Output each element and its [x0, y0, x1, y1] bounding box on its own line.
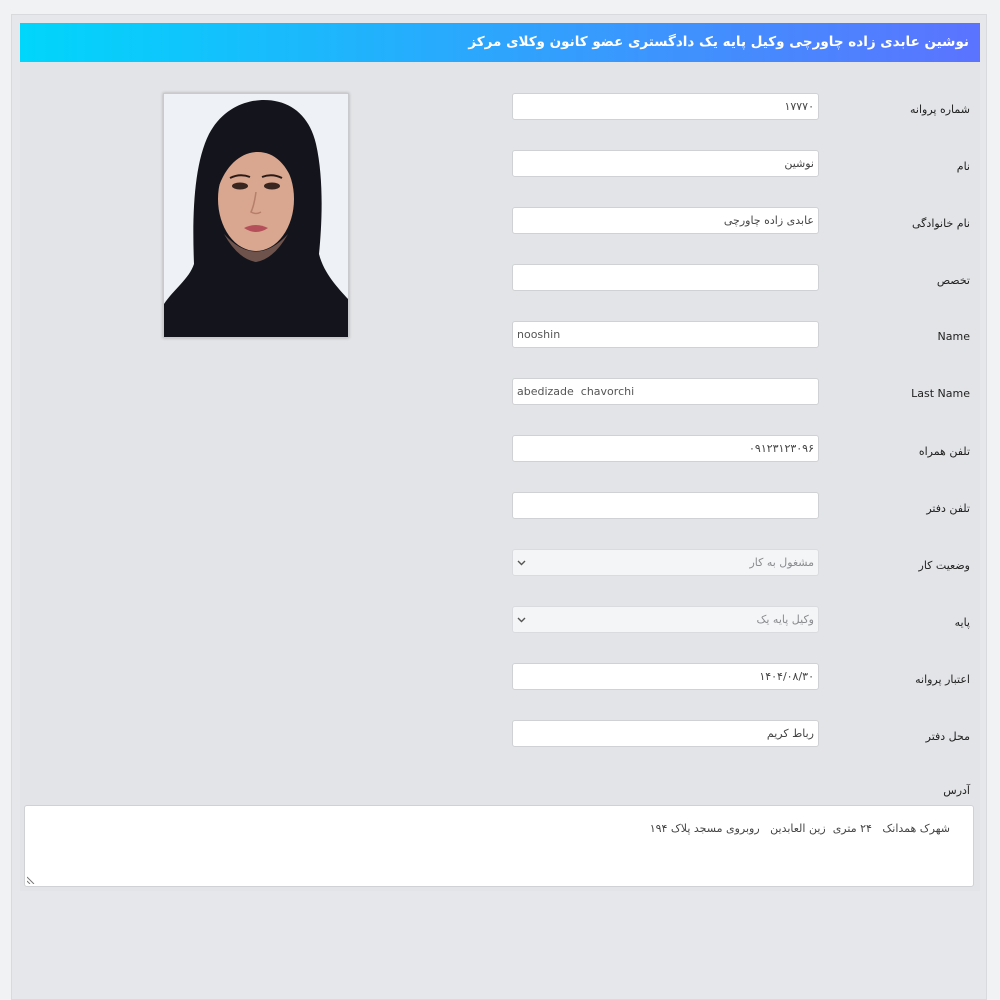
work-status-label: وضعیت کار [918, 559, 970, 572]
last-name-en-field[interactable] [512, 378, 819, 405]
portrait-image [164, 94, 348, 337]
address-label: آدرس [943, 784, 970, 797]
last-name-label: نام خانوادگی [912, 217, 970, 230]
chevron-down-icon [517, 558, 526, 567]
license-validity-field[interactable] [512, 663, 819, 690]
specialty-field[interactable] [512, 264, 819, 291]
license-number-label: شماره پروانه [910, 103, 970, 116]
grade-value: وکیل پایه یک [756, 613, 814, 626]
office-phone-label: تلفن دفتر [926, 502, 970, 515]
address-textarea[interactable] [24, 805, 974, 887]
grade-label: پایه [954, 616, 970, 629]
page-container [11, 14, 987, 1000]
last-name-en-label: Last Name [911, 387, 970, 400]
page-title: نوشین عابدی زاده چاورچی وکیل پایه یک دادگستری عضو کانون وکلای مرکز [20, 23, 980, 62]
address-text: شهرک همدانک ۲۴ متری زین العابدین روبروی مسجد پلاک ۱۹۴ [649, 822, 951, 835]
office-phone-field[interactable] [512, 492, 819, 519]
name-en-field[interactable] [512, 321, 819, 348]
work-status-select[interactable] [512, 549, 819, 576]
office-location-label: محل دفتر [925, 730, 970, 743]
specialty-label: تخصص [936, 274, 970, 287]
chevron-down-icon [517, 615, 526, 624]
first-name-field[interactable] [512, 150, 819, 177]
work-status-value: مشغول به کار [749, 556, 814, 569]
office-location-field[interactable] [512, 720, 819, 747]
mobile-field[interactable] [512, 435, 819, 462]
resize-grip-icon[interactable] [27, 876, 35, 884]
last-name-field[interactable] [512, 207, 819, 234]
mobile-label: تلفن همراه [918, 445, 970, 458]
license-validity-label: اعتبار پروانه [915, 673, 970, 686]
grade-select[interactable] [512, 606, 819, 633]
name-en-label: Name [937, 330, 970, 343]
license-number-field[interactable] [512, 93, 819, 120]
first-name-label: نام [956, 160, 970, 173]
lawyer-profile-card [20, 23, 980, 891]
lawyer-photo [163, 93, 349, 338]
